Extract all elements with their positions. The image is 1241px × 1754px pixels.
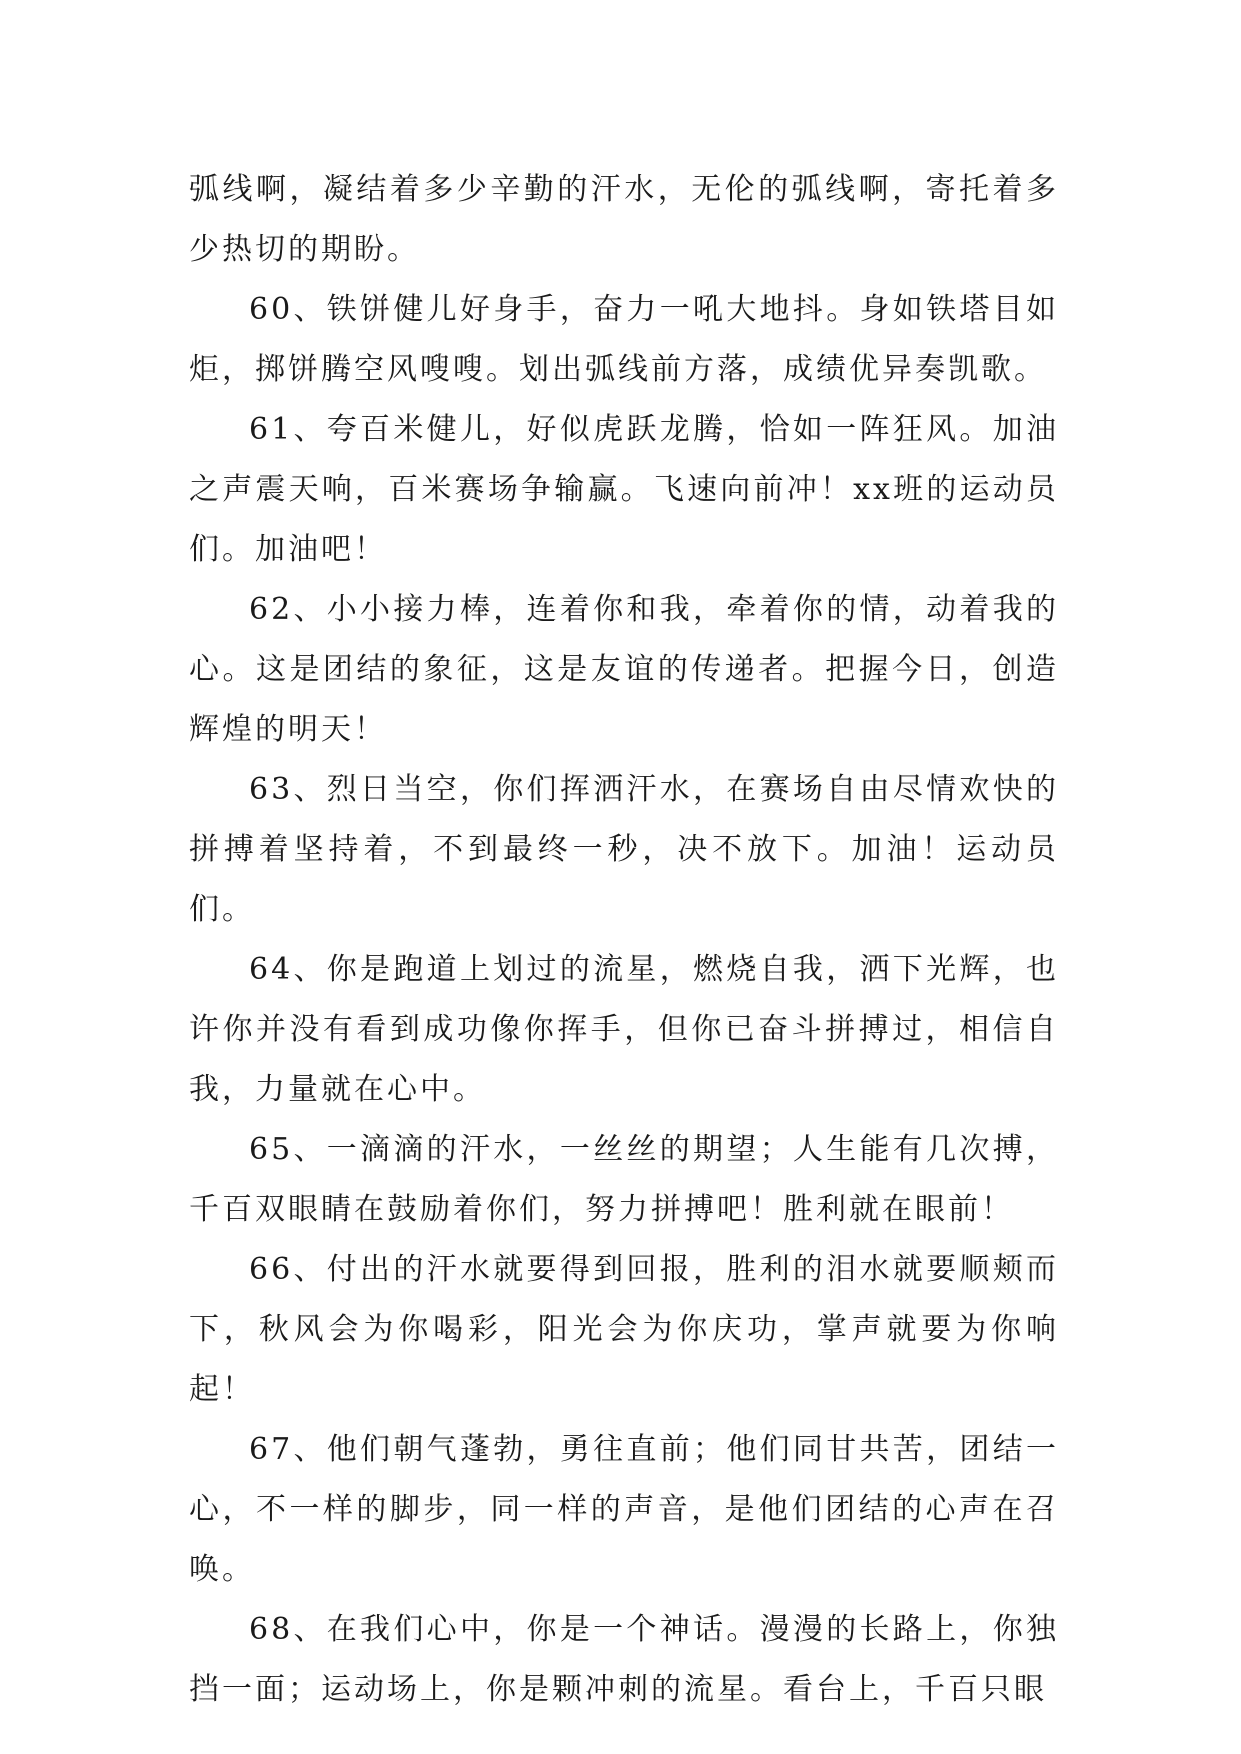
paragraph-60: 60、铁饼健儿好身手，奋力一吼大地抖。身如铁塔目如炬，掷饼腾空风嗖嗖。划出弧线前方落，成绩优异奏凯歌。 (189, 292, 1059, 387)
paragraph-61: 61、夸百米健儿，好似虎跃龙腾，恰如一阵狂风。加油之声震天响，百米赛场争输赢。飞速向前冲！xx班的运动员们。加油吧！ (189, 412, 1059, 567)
paragraph-continuation: 弧线啊，凝结着多少辛勤的汗水，无伦的弧线啊，寄托着多少热切的期盼。 (189, 172, 1059, 267)
paragraph-68: 68、在我们心中，你是一个神话。漫漫的长路上，你独挡一面；运动场上，你是颗冲刺的流星。看台上，千百只眼 (189, 1612, 1059, 1707)
paragraph-62: 62、小小接力棒，连着你和我，牵着你的情，动着我的心。这是团结的象征，这是友谊的传递者。把握今日，创造辉煌的明天！ (189, 592, 1059, 747)
paragraph-64: 64、你是跑道上划过的流星，燃烧自我，洒下光辉，也许你并没有看到成功像你挥手，但你已奋斗拼搏过，相信自我，力量就在心中。 (189, 952, 1059, 1107)
paragraph-63: 63、烈日当空，你们挥洒汗水，在赛场自由尽情欢快的拼搏着坚持着，不到最终一秒，决不放下。加油！运动员们。 (189, 772, 1059, 927)
paragraph-67: 67、他们朝气蓬勃，勇往直前；他们同甘共苦，团结一心，不一样的脚步，同一样的声音，是他们团结的心声在召唤。 (189, 1432, 1059, 1587)
document-body (189, 160, 1059, 1720)
paragraph-65: 65、一滴滴的汗水，一丝丝的期望；人生能有几次搏，千百双眼睛在鼓励着你们，努力拼搏吧！胜利就在眼前！ (189, 1132, 1059, 1227)
paragraph-66: 66、付出的汗水就要得到回报，胜利的泪水就要顺颊而下，秋风会为你喝彩，阳光会为你庆功，掌声就要为你响起！ (189, 1252, 1059, 1407)
